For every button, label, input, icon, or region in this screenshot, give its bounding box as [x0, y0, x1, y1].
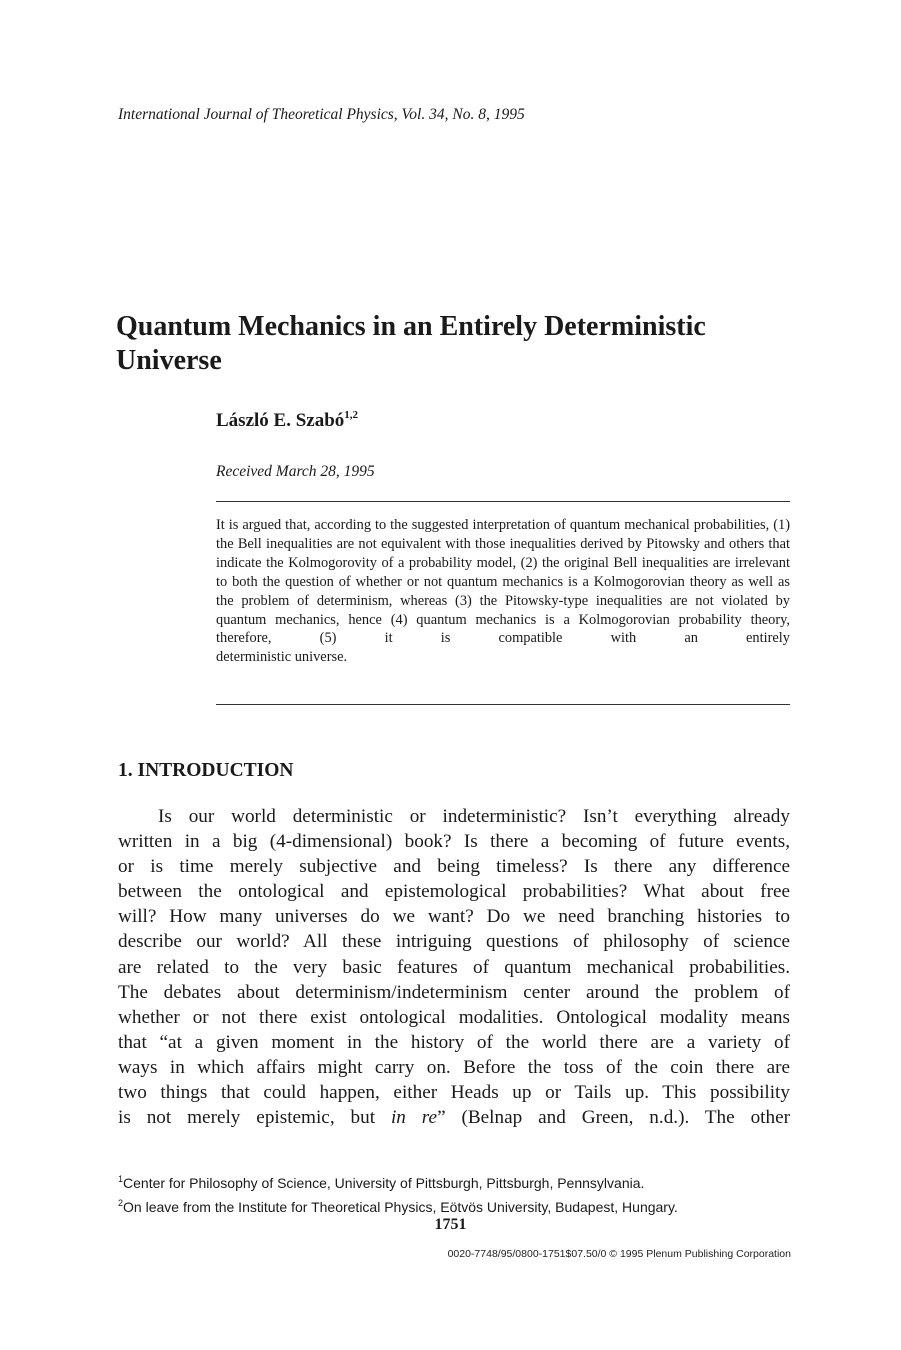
body-line: written in a big (4-dimensional) book? Is there a becoming of future events, — [118, 831, 790, 853]
journal-citation: International Journal of Theoretical Physics, Vol. 34, No. 8, 1995 — [118, 106, 525, 123]
body-line: between the ontological and epistemological probabilities? What about free — [118, 881, 790, 903]
body-line: will? How many universes do we want? Do we need branching histories to — [118, 906, 790, 928]
footnote — [118, 1170, 818, 1194]
page-number: 1751 — [434, 1216, 467, 1233]
section-heading: 1. INTRODUCTION — [118, 760, 294, 781]
author-name: László E. Szabó — [216, 410, 345, 431]
author-affiliation-marks: 1,2 — [344, 409, 359, 421]
body-line: two things that could happen, either Heads up or Tails up. This possibility — [118, 1082, 790, 1104]
abstract-text-last-line: deterministic universe. — [216, 649, 348, 666]
body-line: or is time merely subjective and being timeless? Is there any difference — [118, 856, 790, 878]
footnote-text: On leave from the Institute for Theoretical Physics, Eötvös University, Budapest, Hungary. — [123, 1198, 678, 1215]
author-line — [216, 409, 358, 432]
footnote-mark: 1 — [118, 1174, 124, 1184]
footnote-mark: 2 — [118, 1197, 124, 1208]
footnote — [118, 1194, 818, 1218]
paper-title: Quantum Mechanics in an Entirely Deterministic Universe — [116, 311, 706, 376]
body-line: are related to the very basic features of quantum mechanical probabilities. — [118, 956, 790, 978]
abstract-bottom-rule — [216, 704, 790, 705]
body-line: that “at a given moment in the history of the world there are a variety of — [118, 1031, 790, 1053]
body-paragraph — [118, 804, 790, 1130]
footnote-text: Center for Philosophy of Science, University of Pittsburgh, Pittsburgh, Pennsylvania. — [123, 1175, 645, 1191]
body-line: ways in which affairs might carry on. Before the toss of the coin there are — [118, 1056, 790, 1078]
body-italic-text: in re — [390, 1107, 438, 1129]
copyright-line: 0020-7748/95/0800-1751$07.50/0 © 1995 Plenum Publishing Corporation — [447, 1248, 791, 1260]
abstract-top-rule — [216, 501, 790, 502]
body-line: describe our world? All these intriguing questions of philosophy of science — [118, 931, 790, 953]
body-line: Is our world deterministic or indeterministic? Isn’t everything already — [158, 806, 790, 827]
footnotes — [118, 1170, 818, 1217]
body-line: The debates about determinism/indeterminism center around the problem of — [118, 981, 790, 1003]
received-date: Received March 28, 1995 — [216, 463, 375, 480]
body-text: ” (Belnap and Green, n.d.). The other — [437, 1107, 790, 1129]
body-line: whether or not there exist ontological modalities. Ontological modality means — [118, 1006, 790, 1028]
body-text: is not merely epistemic, but — [118, 1107, 391, 1129]
abstract-text: It is argued that, according to the suggested interpretation of quantum mechanical probabilities, (1) the Bell inequalities are not equivalent with those inequalities derived by Pitowsky and others that indicate the Kolmogorovity of a probability model, (2) the original Bell inequalities are irrelevant to both the question of whether or not quantum mechanics is a Kolmogorovian theory as well as the problem of determinism, whereas (3) the Pitowsky-type inequalities are not violated by quantum mechanics, hence (4) quantum mechanics is a Kolmogorovian probability theory, therefore, (5) it is compatible with an entirely — [216, 517, 790, 647]
body-line — [118, 1105, 790, 1130]
abstract — [216, 516, 790, 667]
